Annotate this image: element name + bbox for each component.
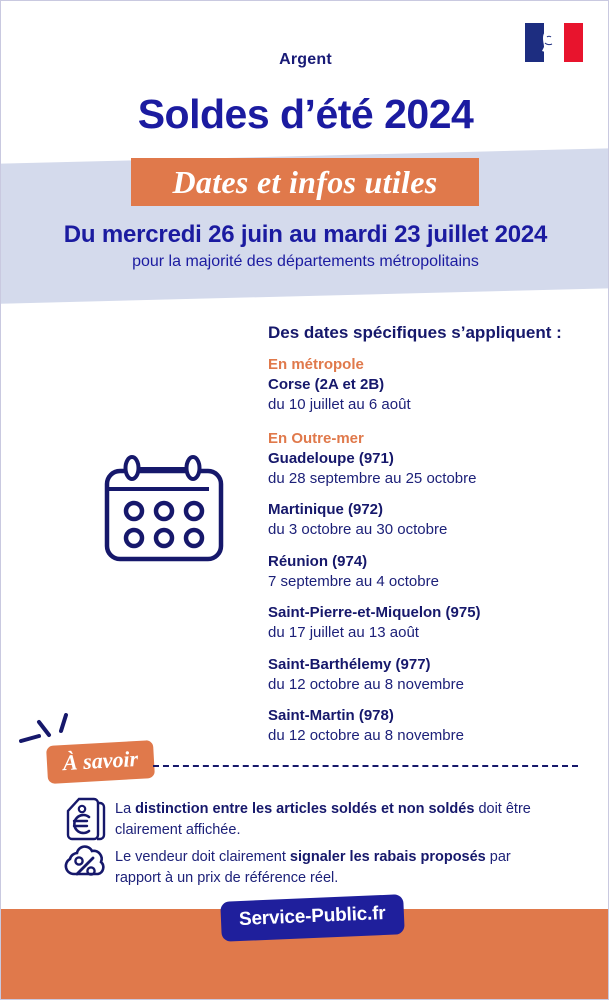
price-tag-euro-icon	[63, 795, 107, 843]
banner-orange-title-text: Dates et infos utiles	[172, 163, 438, 200]
note-text	[107, 843, 555, 888]
entry-range: du 28 septembre au 25 octobre	[268, 469, 477, 487]
note-item	[63, 795, 555, 843]
specific-dates-heading: Des dates spécifiques s’appliquent :	[268, 323, 562, 342]
note-lead: Le vendeur doit clairement	[115, 849, 290, 865]
date-entry	[268, 375, 598, 416]
entry-name: Martinique (972)	[268, 501, 384, 518]
page-title: Soldes d’été 2024	[137, 91, 474, 137]
group-label-metropole: En métropole	[268, 356, 364, 373]
entry-name: Guadeloupe (971)	[268, 449, 394, 467]
date-entry	[268, 655, 598, 696]
a-savoir-badge	[46, 740, 155, 784]
service-public-label: Service-Public.fr	[238, 902, 386, 931]
entry-range: du 12 octobre au 8 novembre	[268, 727, 464, 745]
main-date-subtitle: pour la majorité des départements métropolitains	[132, 253, 479, 270]
entry-name: Saint-Pierre-et-Miquelon (975)	[268, 604, 481, 621]
note-item	[63, 843, 555, 888]
entry-range: 7 septembre au 4 octobre	[268, 572, 439, 590]
note-bold: distinction entre les articles soldés et non soldés	[135, 801, 475, 817]
dashed-divider	[153, 765, 578, 767]
date-entry	[268, 552, 598, 593]
date-entry	[268, 449, 598, 490]
calendar-icon	[99, 453, 229, 565]
note-text	[107, 795, 555, 840]
note-lead: La	[115, 801, 136, 817]
category-kicker: Argent	[279, 51, 332, 68]
date-entry	[268, 603, 598, 644]
entry-name: Saint-Barthélemy (977)	[268, 655, 431, 673]
specific-dates-list	[268, 356, 598, 758]
discount-percent-icon	[63, 843, 107, 887]
a-savoir-label: À savoir	[62, 745, 139, 776]
entry-name: Corse (2A et 2B)	[268, 376, 385, 393]
entry-range: du 12 octobre au 8 novembre	[268, 675, 464, 693]
service-public-badge[interactable]	[220, 894, 404, 942]
entry-name: Réunion (974)	[268, 552, 368, 570]
entry-range: du 17 juillet au 13 août	[268, 624, 419, 642]
note-bold: signaler les rabais proposés	[289, 849, 486, 865]
banner-orange-title	[131, 158, 479, 206]
main-date-range: Du mercredi 26 juin au mardi 23 juillet 2024	[63, 221, 548, 248]
entry-name: Saint-Martin (978)	[268, 707, 394, 724]
date-entry	[268, 706, 598, 747]
note-tail: par rapport à un prix de référence réel.	[115, 849, 511, 886]
date-entry	[268, 500, 598, 541]
group-label-outre-mer: En Outre-mer	[268, 429, 364, 447]
note-tail: doit être clairement affichée.	[115, 801, 531, 838]
entry-range: du 3 octobre au 30 octobre	[268, 521, 448, 539]
entry-range: du 10 juillet au 6 août	[268, 396, 411, 414]
